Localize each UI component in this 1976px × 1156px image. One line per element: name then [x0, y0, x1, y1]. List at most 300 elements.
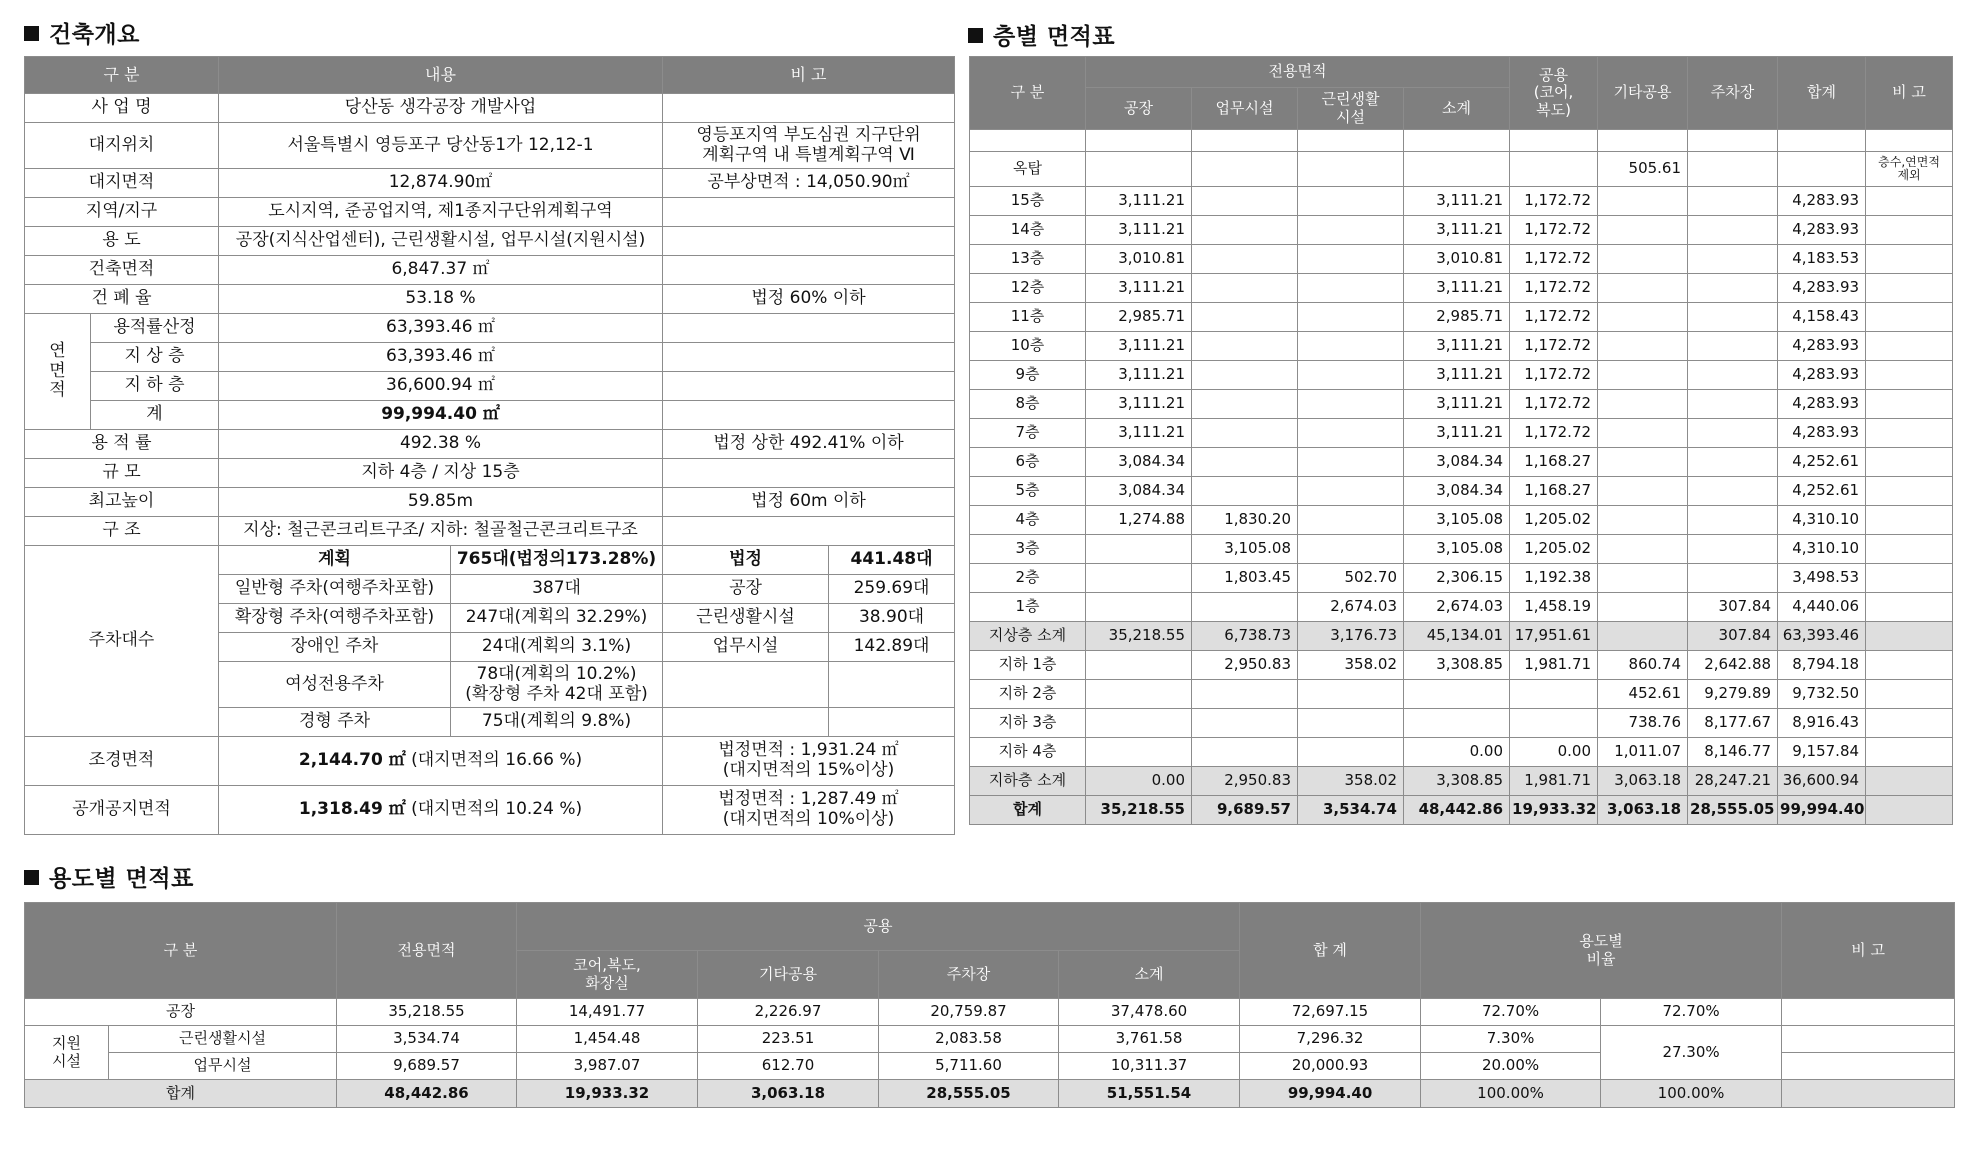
floor-row: [970, 767, 1953, 796]
row-label: 용적률산정: [91, 314, 219, 343]
row-note: [663, 227, 955, 256]
parking-label: 주차대수: [25, 546, 219, 737]
floor-note: 층수,연면적 제외: [1866, 152, 1953, 187]
floor-cell-retail: [1298, 303, 1404, 332]
floor-note: [1866, 767, 1953, 796]
floor-label: 지하층 소계: [970, 767, 1086, 796]
use-cell: 3,987.07: [517, 1053, 698, 1080]
floor-cell-factory: 1,274.88: [1086, 506, 1192, 535]
parking-legal-use: [663, 662, 829, 708]
floor-cell-factory: [1086, 738, 1192, 767]
use-cell: 100.00%: [1421, 1080, 1601, 1108]
floor-cell-factory: [1086, 564, 1192, 593]
floor-cell-other: [1598, 216, 1688, 245]
floor-cell-office: [1192, 709, 1298, 738]
floor-cell-subtotal: [1404, 130, 1510, 152]
floor-cell-subtotal: 3,308.85: [1404, 651, 1510, 680]
header-note: 비 고: [663, 57, 955, 94]
floor-note: [1866, 361, 1953, 390]
floor-cell-factory: 35,218.55: [1086, 622, 1192, 651]
floor-cell-retail: 3,176.73: [1298, 622, 1404, 651]
open-space-label: 공개공지면적: [25, 786, 219, 835]
floor-cell-other: [1598, 390, 1688, 419]
floor-label: 지하 3층: [970, 709, 1086, 738]
floor-label: 3층: [970, 535, 1086, 564]
square-bullet-icon: [24, 26, 39, 41]
floor-cell-other: 452.61: [1598, 680, 1688, 709]
floor-cell-office: [1192, 274, 1298, 303]
use-cell: 612.70: [698, 1053, 879, 1080]
floor-cell-office: 2,950.83: [1192, 651, 1298, 680]
floor-cell-parking: [1688, 419, 1778, 448]
floor-cell-subtotal: 3,084.34: [1404, 477, 1510, 506]
floor-cell-other: [1598, 361, 1688, 390]
support-facility-label: 지원 시설: [25, 1026, 109, 1080]
row-label: 사 업 명: [25, 94, 219, 123]
floor-note: [1866, 187, 1953, 216]
parking-legal-count: 259.69대: [829, 575, 955, 604]
floor-cell-parking: [1688, 187, 1778, 216]
floor-cell-subtotal: 3,111.21: [1404, 187, 1510, 216]
floor-cell-factory: 3,111.21: [1086, 419, 1192, 448]
floor-cell-subtotal: 3,084.34: [1404, 448, 1510, 477]
header-parking: 주차장: [879, 951, 1059, 999]
floor-label: [970, 130, 1086, 152]
parking-count: 75대(계획의 9.8%): [451, 708, 663, 737]
use-cell: 3,063.18: [698, 1080, 879, 1108]
floor-cell-retail: [1298, 709, 1404, 738]
floor-note: [1866, 506, 1953, 535]
floor-cell-office: 1,830.20: [1192, 506, 1298, 535]
floor-label: 지상층 소계: [970, 622, 1086, 651]
floor-row: [970, 130, 1953, 152]
floor-row: [970, 390, 1953, 419]
floor-cell-factory: 35,218.55: [1086, 796, 1192, 825]
floor-cell-total: 4,440.06: [1778, 593, 1866, 622]
floor-label: 1층: [970, 593, 1086, 622]
floor-cell-factory: 3,111.21: [1086, 216, 1192, 245]
use-cell: 5,711.60: [879, 1053, 1059, 1080]
row-label: 지 하 층: [91, 372, 219, 401]
floor-cell-retail: 502.70: [1298, 564, 1404, 593]
use-cell: 223.51: [698, 1026, 879, 1053]
row-note: [663, 343, 955, 372]
square-bullet-icon: [24, 870, 39, 885]
use-cell: [1782, 1053, 1955, 1080]
header-exclusive: 전용면적: [1086, 57, 1510, 88]
header-division: 구 분: [25, 57, 219, 94]
parking-type: 확장형 주차(여행주차포함): [219, 604, 451, 633]
floor-cell-total: 4,283.93: [1778, 216, 1866, 245]
parking-legal-use: 업무시설: [663, 633, 829, 662]
parking-count: 387대: [451, 575, 663, 604]
parking-type: 여성전용주차: [219, 662, 451, 708]
floor-cell-retail: [1298, 419, 1404, 448]
header-division: 구 분: [970, 57, 1086, 130]
row-content: 서울특별시 영등포구 당산동1가 12,12-1: [219, 123, 663, 169]
floor-cell-total: 4,310.10: [1778, 535, 1866, 564]
floor-cell-common: 1,981.71: [1510, 767, 1598, 796]
floor-row: [970, 303, 1953, 332]
floor-cell-office: 6,738.73: [1192, 622, 1298, 651]
floor-cell-total: [1778, 152, 1866, 187]
row-content: 63,393.46 ㎡: [219, 314, 663, 343]
row-content: 59.85m: [219, 488, 663, 517]
floor-label: 15층: [970, 187, 1086, 216]
row-note: 법정 상한 492.41% 이하: [663, 430, 955, 459]
floor-cell-office: [1192, 245, 1298, 274]
use-cell: 99,994.40: [1240, 1080, 1421, 1108]
floor-cell-retail: 2,674.03: [1298, 593, 1404, 622]
floor-row: [970, 419, 1953, 448]
floor-row: [970, 651, 1953, 680]
floor-label: 6층: [970, 448, 1086, 477]
row-content: 지상: 철근콘크리트구조/ 지하: 철골철근콘크리트구조: [219, 517, 663, 546]
row-label: 건축면적: [25, 256, 219, 285]
floor-row: [970, 477, 1953, 506]
floor-cell-common: 1,172.72: [1510, 187, 1598, 216]
square-bullet-icon: [968, 28, 983, 43]
floor-note: [1866, 303, 1953, 332]
use-cell: 51,551.54: [1059, 1080, 1240, 1108]
floor-cell-parking: [1688, 506, 1778, 535]
floor-cell-total: 4,283.93: [1778, 361, 1866, 390]
row-content: 36,600.94 ㎡: [219, 372, 663, 401]
use-office-label: 업무시설: [109, 1053, 337, 1080]
use-cell: [1782, 999, 1955, 1026]
floor-cell-retail: [1298, 535, 1404, 564]
floor-cell-subtotal: 3,105.08: [1404, 535, 1510, 564]
row-note: [663, 94, 955, 123]
floor-cell-other: [1598, 245, 1688, 274]
floor-cell-office: [1192, 361, 1298, 390]
floor-cell-subtotal: 3,111.21: [1404, 216, 1510, 245]
floor-cell-parking: [1688, 535, 1778, 564]
use-retail-label: 근린생활시설: [109, 1026, 337, 1053]
parking-type: 장애인 주차: [219, 633, 451, 662]
header-other-common: 기타공용: [1598, 57, 1688, 130]
floor-cell-factory: 3,111.21: [1086, 390, 1192, 419]
floor-cell-retail: [1298, 332, 1404, 361]
floor-row: [970, 709, 1953, 738]
floor-cell-common: [1510, 709, 1598, 738]
floor-cell-office: [1192, 187, 1298, 216]
floor-cell-total: 4,183.53: [1778, 245, 1866, 274]
floor-row: [970, 680, 1953, 709]
row-content: 공장(지식산업센터), 근린생활시설, 업무시설(지원시설): [219, 227, 663, 256]
row-label: 지 상 층: [91, 343, 219, 372]
floor-cell-other: [1598, 419, 1688, 448]
floor-cell-subtotal: 48,442.86: [1404, 796, 1510, 825]
floor-cell-office: [1192, 448, 1298, 477]
floor-cell-subtotal: [1404, 680, 1510, 709]
floor-cell-subtotal: 3,111.21: [1404, 390, 1510, 419]
floor-cell-subtotal: 2,674.03: [1404, 593, 1510, 622]
floor-cell-common: 1,205.02: [1510, 506, 1598, 535]
floor-cell-factory: [1086, 130, 1192, 152]
use-cell: 100.00%: [1601, 1080, 1782, 1108]
row-label: 구 조: [25, 517, 219, 546]
floor-cell-total: 4,158.43: [1778, 303, 1866, 332]
floor-cell-office: [1192, 477, 1298, 506]
floor-row: [970, 245, 1953, 274]
floor-cell-subtotal: 3,111.21: [1404, 361, 1510, 390]
support-ratio: 27.30%: [1601, 1026, 1782, 1080]
floor-cell-parking: [1688, 245, 1778, 274]
use-cell: 28,555.05: [879, 1080, 1059, 1108]
header-exclusive: 전용면적: [337, 903, 517, 999]
use-cell: [1782, 1080, 1955, 1108]
floor-note: [1866, 593, 1953, 622]
floor-cell-total: 4,283.93: [1778, 187, 1866, 216]
floor-cell-subtotal: [1404, 709, 1510, 738]
floor-row: [970, 448, 1953, 477]
floor-cell-total: 9,157.84: [1778, 738, 1866, 767]
floor-cell-parking: [1688, 332, 1778, 361]
header-note: 비 고: [1866, 57, 1953, 130]
floor-cell-parking: 8,177.67: [1688, 709, 1778, 738]
parking-legal-use: 공장: [663, 575, 829, 604]
floor-label: 14층: [970, 216, 1086, 245]
row-label: 지역/지구: [25, 198, 219, 227]
use-cell: 3,534.74: [337, 1026, 517, 1053]
floor-cell-common: 1,172.72: [1510, 332, 1598, 361]
floor-cell-other: [1598, 303, 1688, 332]
header-factory: 공장: [1086, 88, 1192, 130]
use-cell: 72.70%: [1601, 999, 1782, 1026]
floor-label: 13층: [970, 245, 1086, 274]
use-cell: 20,000.93: [1240, 1053, 1421, 1080]
floor-row: [970, 506, 1953, 535]
row-note: [663, 198, 955, 227]
floor-cell-factory: [1086, 651, 1192, 680]
use-cell: 7.30%: [1421, 1026, 1601, 1053]
landscape-note: 법정면적 : 1,931.24 ㎡ (대지면적의 15%이상): [663, 737, 955, 786]
header-common: 공용: [517, 903, 1240, 951]
floor-cell-factory: [1086, 709, 1192, 738]
floor-row: [970, 564, 1953, 593]
floor-cell-retail: [1298, 361, 1404, 390]
floor-cell-other: [1598, 564, 1688, 593]
floor-note: [1866, 245, 1953, 274]
header-note: 비 고: [1782, 903, 1955, 999]
floor-area-table: [969, 56, 1953, 825]
floor-cell-total: 4,252.61: [1778, 477, 1866, 506]
row-note: [663, 459, 955, 488]
floor-cell-common: 1,981.71: [1510, 651, 1598, 680]
row-label: 규 모: [25, 459, 219, 488]
row-label: 대지위치: [25, 123, 219, 169]
floor-label: 4층: [970, 506, 1086, 535]
floor-row: [970, 216, 1953, 245]
use-cell: 14,491.77: [517, 999, 698, 1026]
floor-cell-office: 1,803.45: [1192, 564, 1298, 593]
floor-cell-other: [1598, 130, 1688, 152]
floor-cell-factory: 0.00: [1086, 767, 1192, 796]
header-retail: 근린생활 시설: [1298, 88, 1404, 130]
floor-cell-subtotal: [1404, 152, 1510, 187]
floor-cell-parking: 28,247.21: [1688, 767, 1778, 796]
header-division: 구 분: [25, 903, 337, 999]
header-parking: 주차장: [1688, 57, 1778, 130]
floor-note: [1866, 738, 1953, 767]
floor-note: [1866, 390, 1953, 419]
use-cell: [1782, 1026, 1955, 1053]
use-cell: 20,759.87: [879, 999, 1059, 1026]
use-cell: 48,442.86: [337, 1080, 517, 1108]
floor-label: 11층: [970, 303, 1086, 332]
floor-row: [970, 187, 1953, 216]
row-label: 대지면적: [25, 169, 219, 198]
parking-legal-use: [663, 708, 829, 737]
floor-cell-other: [1598, 477, 1688, 506]
floor-cell-total: 63,393.46: [1778, 622, 1866, 651]
floor-cell-common: 1,172.72: [1510, 361, 1598, 390]
floor-cell-total: 9,732.50: [1778, 680, 1866, 709]
floor-cell-parking: [1688, 130, 1778, 152]
floor-cell-common: [1510, 130, 1598, 152]
floor-cell-other: [1598, 593, 1688, 622]
floor-cell-parking: 8,146.77: [1688, 738, 1778, 767]
floor-cell-parking: 9,279.89: [1688, 680, 1778, 709]
floor-cell-common: 1,205.02: [1510, 535, 1598, 564]
floor-cell-parking: [1688, 477, 1778, 506]
floor-cell-parking: [1688, 390, 1778, 419]
floor-cell-subtotal: 3,308.85: [1404, 767, 1510, 796]
floor-cell-other: 505.61: [1598, 152, 1688, 187]
floor-cell-retail: [1298, 152, 1404, 187]
parking-legal-value: 441.48대: [829, 546, 955, 575]
floor-note: [1866, 477, 1953, 506]
floor-row: [970, 332, 1953, 361]
header-total: 합 계: [1240, 903, 1421, 999]
header-content: 내용: [219, 57, 663, 94]
floor-cell-office: 9,689.57: [1192, 796, 1298, 825]
overview-table: [24, 56, 955, 835]
parking-legal-use: 근린생활시설: [663, 604, 829, 633]
floor-cell-total: 4,283.93: [1778, 419, 1866, 448]
floor-cell-retail: 358.02: [1298, 767, 1404, 796]
floor-cell-subtotal: 3,111.21: [1404, 332, 1510, 361]
floor-cell-retail: [1298, 448, 1404, 477]
header-office: 업무시설: [1192, 88, 1298, 130]
floor-cell-parking: [1688, 564, 1778, 593]
floor-cell-total: 8,916.43: [1778, 709, 1866, 738]
use-cell: 72.70%: [1421, 999, 1601, 1026]
floor-cell-parking: 307.84: [1688, 622, 1778, 651]
floor-row: [970, 796, 1953, 825]
use-cell: 37,478.60: [1059, 999, 1240, 1026]
floor-label: 옥탑: [970, 152, 1086, 187]
floor-cell-office: [1192, 738, 1298, 767]
floor-cell-common: 1,172.72: [1510, 245, 1598, 274]
floor-cell-office: [1192, 419, 1298, 448]
floor-label: 지하 2층: [970, 680, 1086, 709]
floor-cell-total: 3,498.53: [1778, 564, 1866, 593]
use-area-title: 용도별 면적표: [24, 860, 194, 893]
floor-cell-factory: [1086, 535, 1192, 564]
floor-cell-common: 1,168.27: [1510, 477, 1598, 506]
row-content: 당산동 생각공장 개발사업: [219, 94, 663, 123]
parking-count: 78대(계획의 10.2%) (확장형 주차 42대 포함): [451, 662, 663, 708]
floor-row: [970, 622, 1953, 651]
floor-note: [1866, 130, 1953, 152]
floor-cell-total: 4,283.93: [1778, 274, 1866, 303]
floor-cell-other: 3,063.18: [1598, 796, 1688, 825]
floor-cell-office: [1192, 680, 1298, 709]
floor-cell-total: [1778, 130, 1866, 152]
header-other: 기타공용: [698, 951, 879, 999]
floor-cell-other: 738.76: [1598, 709, 1688, 738]
floor-cell-subtotal: 3,111.21: [1404, 419, 1510, 448]
floor-cell-subtotal: 3,111.21: [1404, 274, 1510, 303]
floor-cell-total: 4,283.93: [1778, 332, 1866, 361]
floor-cell-office: [1192, 303, 1298, 332]
floor-cell-subtotal: 3,105.08: [1404, 506, 1510, 535]
landscape-label: 조경면적: [25, 737, 219, 786]
header-ratio: 용도별 비율: [1421, 903, 1782, 999]
row-label: 최고높이: [25, 488, 219, 517]
floor-row: [970, 738, 1953, 767]
floor-cell-common: 0.00: [1510, 738, 1598, 767]
open-space-content: 1,318.49 ㎡ (대지면적의 10.24 %): [219, 786, 663, 835]
row-note: 영등포지역 부도심권 지구단위 계획구역 내 특별계획구역 Ⅵ: [663, 123, 955, 169]
parking-plan-label: 계획: [219, 546, 451, 575]
header-total: 합계: [1778, 57, 1866, 130]
floor-cell-retail: [1298, 738, 1404, 767]
floor-cell-office: [1192, 390, 1298, 419]
floor-row: [970, 535, 1953, 564]
row-note: 법정 60% 이하: [663, 285, 955, 314]
overview-title: 건축개요: [24, 16, 140, 49]
floor-cell-parking: [1688, 303, 1778, 332]
floor-cell-other: 1,011.07: [1598, 738, 1688, 767]
floor-cell-factory: [1086, 680, 1192, 709]
parking-count: 24대(계획의 3.1%): [451, 633, 663, 662]
floor-label: 12층: [970, 274, 1086, 303]
floor-cell-subtotal: 45,134.01: [1404, 622, 1510, 651]
row-note: 법정 60m 이하: [663, 488, 955, 517]
floor-cell-subtotal: 3,010.81: [1404, 245, 1510, 274]
floor-cell-factory: [1086, 593, 1192, 622]
floor-cell-common: 1,192.38: [1510, 564, 1598, 593]
floor-cell-common: 1,172.72: [1510, 419, 1598, 448]
floor-cell-common: 1,172.72: [1510, 303, 1598, 332]
floor-cell-retail: [1298, 477, 1404, 506]
floor-cell-other: [1598, 274, 1688, 303]
parking-legal-count: 38.90대: [829, 604, 955, 633]
floor-cell-subtotal: 2,306.15: [1404, 564, 1510, 593]
row-content: 6,847.37 ㎡: [219, 256, 663, 285]
row-note: [663, 256, 955, 285]
row-note: [663, 517, 955, 546]
landscape-content: 2,144.70 ㎡ (대지면적의 16.66 %): [219, 737, 663, 786]
floor-label: 8층: [970, 390, 1086, 419]
floor-cell-factory: 2,985.71: [1086, 303, 1192, 332]
floor-cell-total: 8,794.18: [1778, 651, 1866, 680]
use-area-table: [24, 902, 1955, 1108]
floor-cell-parking: [1688, 152, 1778, 187]
floor-cell-common: [1510, 152, 1598, 187]
floor-cell-other: [1598, 622, 1688, 651]
use-factory-label: 공장: [25, 999, 337, 1026]
floor-cell-retail: [1298, 680, 1404, 709]
floor-note: [1866, 216, 1953, 245]
floor-note: [1866, 709, 1953, 738]
floor-label: 2층: [970, 564, 1086, 593]
use-cell: 19,933.32: [517, 1080, 698, 1108]
use-cell: 2,083.58: [879, 1026, 1059, 1053]
